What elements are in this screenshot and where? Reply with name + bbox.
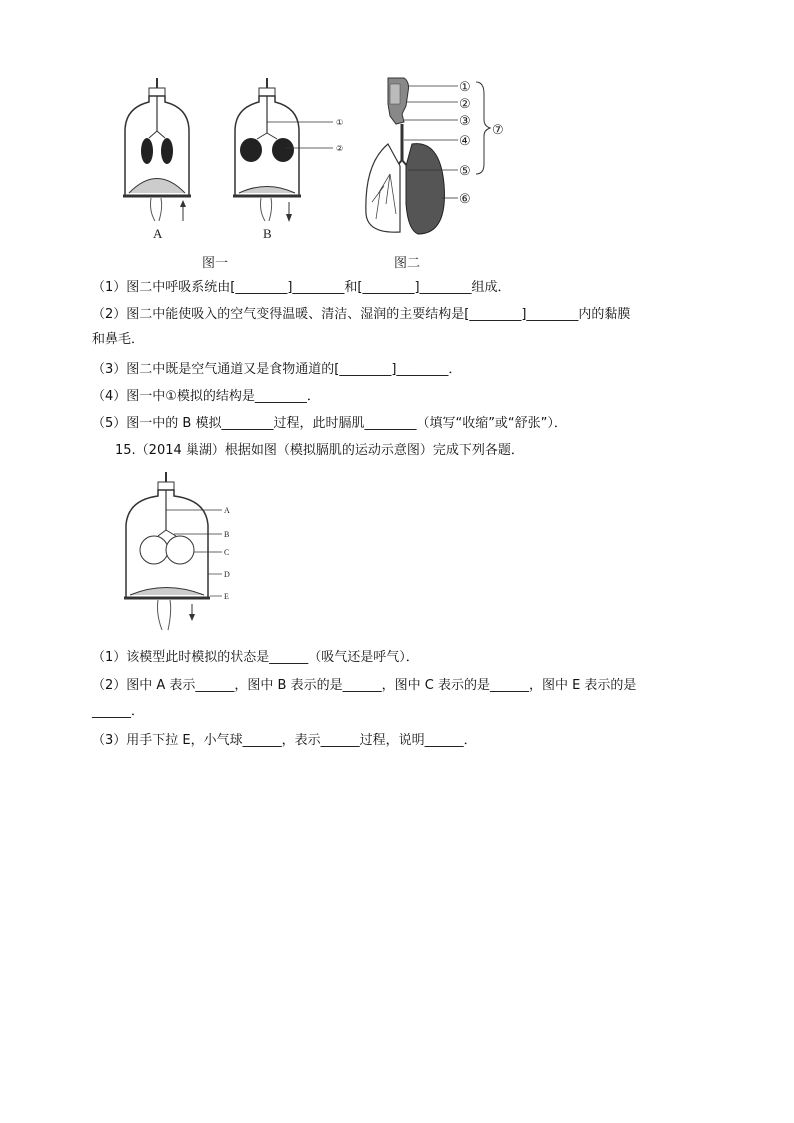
label-a: A	[224, 506, 230, 515]
label-b: B	[224, 530, 230, 539]
part-2-line-1: （2）图中 A 表示______，图中 B 表示的是______，图中 C 表示的是______，图中 E 表示的是	[92, 678, 637, 693]
part-2-line-2: ______．	[92, 704, 145, 719]
callout-4: ④	[459, 133, 471, 148]
bracket-label-7: ⑦	[492, 122, 504, 137]
question-4: （4）图一中①模拟的结构是________．	[92, 389, 320, 404]
bell-jar-b	[233, 78, 343, 222]
label-d: D	[224, 570, 230, 579]
jar-a-label: A	[153, 226, 163, 241]
question-2-line-2: 和鼻毛．	[92, 332, 145, 347]
figure-three-diaphragm-model	[118, 470, 248, 640]
figure-two-caption: 图二	[394, 256, 421, 271]
question-3: （3）图二中既是空气通道又是食物通道的[________]________．	[92, 362, 462, 377]
callout-1: ①	[336, 118, 344, 127]
label-c: C	[224, 548, 230, 557]
label-e: E	[224, 592, 229, 601]
part-1: （1）该模型此时模拟的状态是______（吸气还是呼气）．	[92, 650, 419, 665]
callout-3: ③	[459, 113, 471, 128]
callout-2: ②	[336, 144, 344, 153]
callout-1: ①	[459, 79, 471, 94]
question-1: （1）图二中呼吸系统由[________]________和[________]________组成．	[92, 280, 511, 295]
callout-5: ⑤	[459, 163, 471, 178]
part-3: （3）用手下拉 E，小气球______，表示______过程，说明______．	[92, 733, 477, 748]
figure-two-respiratory-system	[360, 74, 520, 244]
question-15-heading: 15.（2014 巢湖）根据如图（模拟膈肌的运动示意图）完成下列各题．	[115, 443, 524, 458]
figure-one-bell-jar-models	[115, 76, 365, 246]
question-2-line-1: （2）图二中能使吸入的空气变得温暖、清洁、湿润的主要结构是[________]________内的黏膜	[92, 307, 631, 322]
jar-b-label: B	[263, 226, 272, 241]
question-5: （5）图一中的 B 模拟________过程，此时膈肌________（填写“收缩”或“舒张”）．	[92, 416, 567, 431]
bell-jar-a	[123, 78, 191, 221]
callout-6: ⑥	[459, 191, 471, 206]
callout-2: ②	[459, 96, 471, 111]
figure-one-caption: 图一	[202, 256, 229, 271]
